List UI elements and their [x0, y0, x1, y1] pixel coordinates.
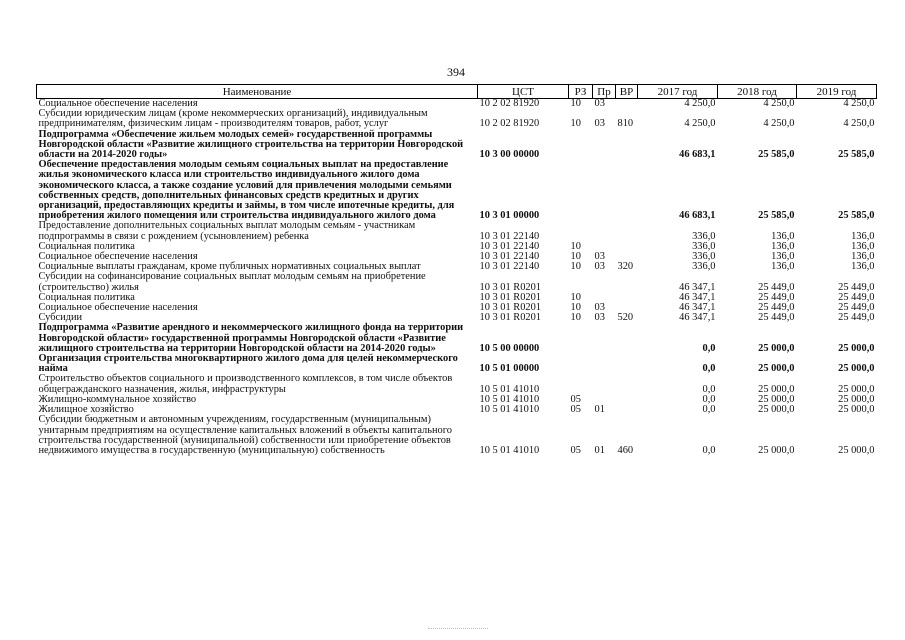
- cell-name: Субсидии бюджетным и автономным учреждениям, государственным (муниципальным) унитарным предприятиям на осуществление капитальных вложений в объекты капитального строительства государственной (муниципальной) собственности или приобретение объектов недвижимого имущества в государственную (муниципальную) собственность: [38, 414, 452, 456]
- cell-vr: [616, 323, 638, 354]
- table-header-row: [37, 85, 877, 99]
- cell-y2017: 46 347,1: [679, 291, 716, 303]
- cell-name: Субсидии юридическим лицам (кроме некоммерческих организаций), индивидуальным предпринимателям, физическим лицам - производителям товаров, работ, услуг: [38, 108, 428, 130]
- cell-vr: 460: [617, 444, 634, 456]
- cell-vr: [616, 242, 638, 252]
- cell-pr: [593, 374, 616, 394]
- cell-rz: [569, 130, 593, 161]
- cell-y2018: 25 585,0: [758, 149, 795, 161]
- cell-vr: 810: [617, 118, 634, 130]
- cell-y2018: 25 585,0: [758, 210, 795, 222]
- cell-name: Субсидии: [38, 312, 83, 324]
- cell-y2017: 0,0: [702, 342, 716, 354]
- cell-y2017: 46 683,1: [679, 210, 716, 222]
- table-row: [37, 395, 877, 405]
- cell-y2018: 25 449,0: [758, 291, 795, 303]
- cell-y2017: 0,0: [702, 383, 716, 395]
- cell-name: Субсидии на софинансирование социальных выплат молодым семьям на приобретение (строительство) жилья: [38, 271, 426, 293]
- cell-pr: [593, 272, 616, 292]
- cell-y2018: 136,0: [771, 261, 795, 273]
- cell-y2018: 4 250,0: [763, 98, 795, 109]
- cell-pr: [593, 160, 616, 221]
- cell-name: Организация строительства многоквартирного жилого дома для целей некоммерческого найма: [38, 353, 458, 375]
- cell-vr: [616, 354, 638, 374]
- cell-y2019: 4 250,0: [843, 118, 875, 130]
- cell-cst: 10 5 01 41010: [479, 393, 540, 405]
- cell-rz: [569, 160, 593, 221]
- cell-pr: 01: [594, 444, 605, 456]
- cell-y2019: 25 449,0: [838, 281, 875, 293]
- cell-cst: 10 3 01 22140: [479, 261, 540, 273]
- cell-cst: 10 5 01 41010: [479, 404, 540, 416]
- cell-rz: 10: [570, 240, 581, 252]
- header-2018: 2018 год: [718, 85, 797, 99]
- table-row: [37, 354, 877, 374]
- cell-name: Подпрограмма «Развитие арендного и некоммерческого жилищного фонда на территории Новгородской области» государственной программы Новгородской области «Развитие жилищного строительства на территории Новгородской области на 2014-2020 годы»: [38, 322, 464, 354]
- cell-y2018: 25 000,0: [758, 342, 795, 354]
- cell-vr: [616, 130, 638, 161]
- cell-cst: 10 3 01 R0201: [479, 302, 541, 314]
- cell-y2019: 25 000,0: [838, 342, 875, 354]
- table-row: [37, 130, 877, 161]
- cell-y2019: 25 000,0: [838, 383, 875, 395]
- cell-y2019: 25 449,0: [838, 291, 875, 303]
- cell-rz: 10: [570, 261, 581, 273]
- cell-rz: 10: [570, 98, 581, 109]
- cell-y2018: 136,0: [771, 240, 795, 252]
- header-pr: Пр: [593, 85, 616, 99]
- cell-y2017: 4 250,0: [684, 98, 716, 109]
- cell-pr: 03: [594, 118, 605, 130]
- cell-vr: 320: [617, 261, 634, 273]
- table-row: [37, 109, 877, 129]
- cell-cst: 10 2 02 81920: [479, 118, 540, 130]
- table-row: [37, 374, 877, 394]
- cell-name: Жилищно-коммунальное хозяйство: [38, 393, 197, 405]
- cell-vr: [616, 405, 638, 415]
- cell-pr: [593, 323, 616, 354]
- table-row: [37, 160, 877, 221]
- cell-name: Строительство объектов социального и производственного комплексов, в том числе объектов общегражданского назначения, жилья, инфраструктуры: [38, 373, 453, 395]
- cell-y2018: 25 449,0: [758, 281, 795, 293]
- cell-y2018: 25 449,0: [758, 302, 795, 314]
- header-cst: ЦСТ: [478, 85, 569, 99]
- table-body: [37, 99, 877, 457]
- cell-rz: [569, 221, 593, 241]
- cell-name: Социальное обеспечение населения: [38, 302, 198, 314]
- budget-table: [36, 84, 877, 456]
- cell-y2018: 25 000,0: [758, 393, 795, 405]
- cell-y2018: 136,0: [771, 251, 795, 263]
- cell-cst: 10 3 01 22140: [479, 240, 540, 252]
- cell-name: Подпрограмма «Обеспечение жильем молодых семей» государственной программы Новгородской области «Развитие жилищного строительства на территории Новгородской области на 2014-2020 годы»: [38, 128, 464, 161]
- cell-y2018: 136,0: [771, 230, 795, 242]
- cell-rz: 10: [570, 302, 581, 314]
- header-rz: РЗ: [569, 85, 593, 99]
- cell-y2017: 336,0: [692, 240, 716, 252]
- cell-rz: 10: [570, 251, 581, 263]
- cell-y2019: 136,0: [851, 230, 875, 242]
- table-row: [37, 303, 877, 313]
- cell-y2018: 4 250,0: [763, 118, 795, 130]
- cell-y2017: 46 347,1: [679, 281, 716, 293]
- cell-rz: [569, 272, 593, 292]
- cell-cst: 10 3 01 R0201: [479, 291, 541, 303]
- header-vr: ВР: [616, 85, 638, 99]
- cell-cst: 10 3 01 R0201: [479, 281, 541, 293]
- cell-name: Социальное обеспечение населения: [38, 251, 198, 263]
- cell-rz: [569, 323, 593, 354]
- cell-y2017: 0,0: [702, 363, 716, 375]
- cell-pr: 01: [594, 404, 605, 416]
- cell-vr: [616, 374, 638, 394]
- cell-y2019: 25 449,0: [838, 312, 875, 324]
- cell-cst: 10 5 00 00000: [479, 342, 540, 354]
- cell-vr: [616, 293, 638, 303]
- cell-y2019: 25 000,0: [838, 393, 875, 405]
- cell-y2018: 25 000,0: [758, 444, 795, 456]
- cell-y2018: 25 000,0: [758, 363, 795, 375]
- header-2017: 2017 год: [638, 85, 718, 99]
- cell-cst: 10 3 01 R0201: [479, 312, 541, 324]
- cell-cst: 10 5 01 00000: [479, 363, 540, 375]
- cell-name: Предоставление дополнительных социальных выплат молодым семьям - участникам подпрограммы в связи с рождением (усыновлением) ребенка: [38, 220, 416, 242]
- cell-vr: [616, 272, 638, 292]
- cell-cst: 10 3 01 22140: [479, 251, 540, 263]
- cell-rz: 05: [570, 393, 581, 405]
- table-row: [37, 323, 877, 354]
- cell-vr: [616, 99, 638, 110]
- cell-name: Социальная политика: [38, 240, 135, 252]
- cell-y2017: 0,0: [702, 404, 716, 416]
- cell-vr: [616, 221, 638, 241]
- cell-rz: [569, 354, 593, 374]
- cell-y2019: 136,0: [851, 261, 875, 273]
- budget-table-container: [36, 84, 876, 456]
- page-number: 394: [447, 65, 465, 79]
- cell-y2019: 25 000,0: [838, 444, 875, 456]
- cell-pr: 03: [594, 312, 605, 324]
- cell-y2017: 336,0: [692, 230, 716, 242]
- cell-pr: 03: [594, 302, 605, 314]
- cell-pr: [593, 130, 616, 161]
- cell-y2018: 25 000,0: [758, 404, 795, 416]
- cell-cst: 10 5 01 41010: [479, 383, 540, 395]
- cell-cst: 10 2 02 81920: [479, 98, 540, 109]
- cell-y2019: 136,0: [851, 251, 875, 263]
- cell-pr: [593, 354, 616, 374]
- cell-name: Социальные выплаты гражданам, кроме публичных нормативных социальных выплат: [38, 261, 421, 273]
- cell-rz: 05: [570, 444, 581, 456]
- cell-pr: [593, 221, 616, 241]
- cell-name: Обеспечение предоставления молодым семьям социальных выплат на предоставление жилья экономического класса или строительство индивидуального жилого дома экономического класса, а также создание условий для привлечения молодыми семьями собственных средств, дополнительных финансовых средств кредитных и других организаций, предоставляющих кредиты и займы, в том числе ипотечные кредиты, для приобретения жилого помещения или строительства индивидуального жилого дома: [38, 159, 455, 222]
- cell-y2017: 4 250,0: [684, 118, 716, 130]
- cell-vr: [616, 160, 638, 221]
- cell-y2019: 25 000,0: [838, 404, 875, 416]
- cell-name: Жилищное хозяйство: [38, 404, 134, 416]
- cell-rz: 05: [570, 404, 581, 416]
- table-row: [37, 221, 877, 241]
- cell-y2017: 46 683,1: [679, 149, 716, 161]
- table-row: [37, 272, 877, 292]
- cell-y2019: 25 000,0: [838, 363, 875, 375]
- cell-y2018: 25 000,0: [758, 383, 795, 395]
- cell-cst: 10 3 01 22140: [479, 230, 540, 242]
- cell-rz: [569, 374, 593, 394]
- cell-cst: 10 3 01 00000: [479, 210, 540, 222]
- cell-rz: 10: [570, 118, 581, 130]
- cell-y2017: 336,0: [692, 261, 716, 273]
- cell-rz: 10: [570, 312, 581, 324]
- cell-vr: [616, 395, 638, 405]
- header-name: Наименование: [37, 85, 478, 99]
- cell-y2019: 136,0: [851, 240, 875, 252]
- cell-y2017: 0,0: [702, 393, 716, 405]
- cell-name: Социальное обеспечение населения: [38, 98, 198, 109]
- cell-pr: 03: [594, 261, 605, 273]
- cell-y2019: 4 250,0: [843, 98, 875, 109]
- cell-y2019: 25 585,0: [838, 210, 875, 222]
- cell-vr: 520: [617, 312, 634, 324]
- cell-cst: 10 5 01 41010: [479, 444, 540, 456]
- footer-mark: [428, 628, 488, 633]
- cell-y2017: 46 347,1: [679, 302, 716, 314]
- cell-y2019: 25 585,0: [838, 149, 875, 161]
- cell-y2017: 336,0: [692, 251, 716, 263]
- cell-name: Социальная политика: [38, 291, 135, 303]
- cell-y2018: 25 449,0: [758, 312, 795, 324]
- table-row: [37, 415, 877, 456]
- cell-y2019: 25 449,0: [838, 302, 875, 314]
- header-2019: 2019 год: [797, 85, 877, 99]
- cell-pr: 03: [594, 98, 605, 109]
- cell-y2017: 0,0: [702, 444, 716, 456]
- cell-rz: 10: [570, 291, 581, 303]
- cell-cst: 10 3 00 00000: [479, 149, 540, 161]
- cell-pr: 03: [594, 251, 605, 263]
- cell-y2017: 46 347,1: [679, 312, 716, 324]
